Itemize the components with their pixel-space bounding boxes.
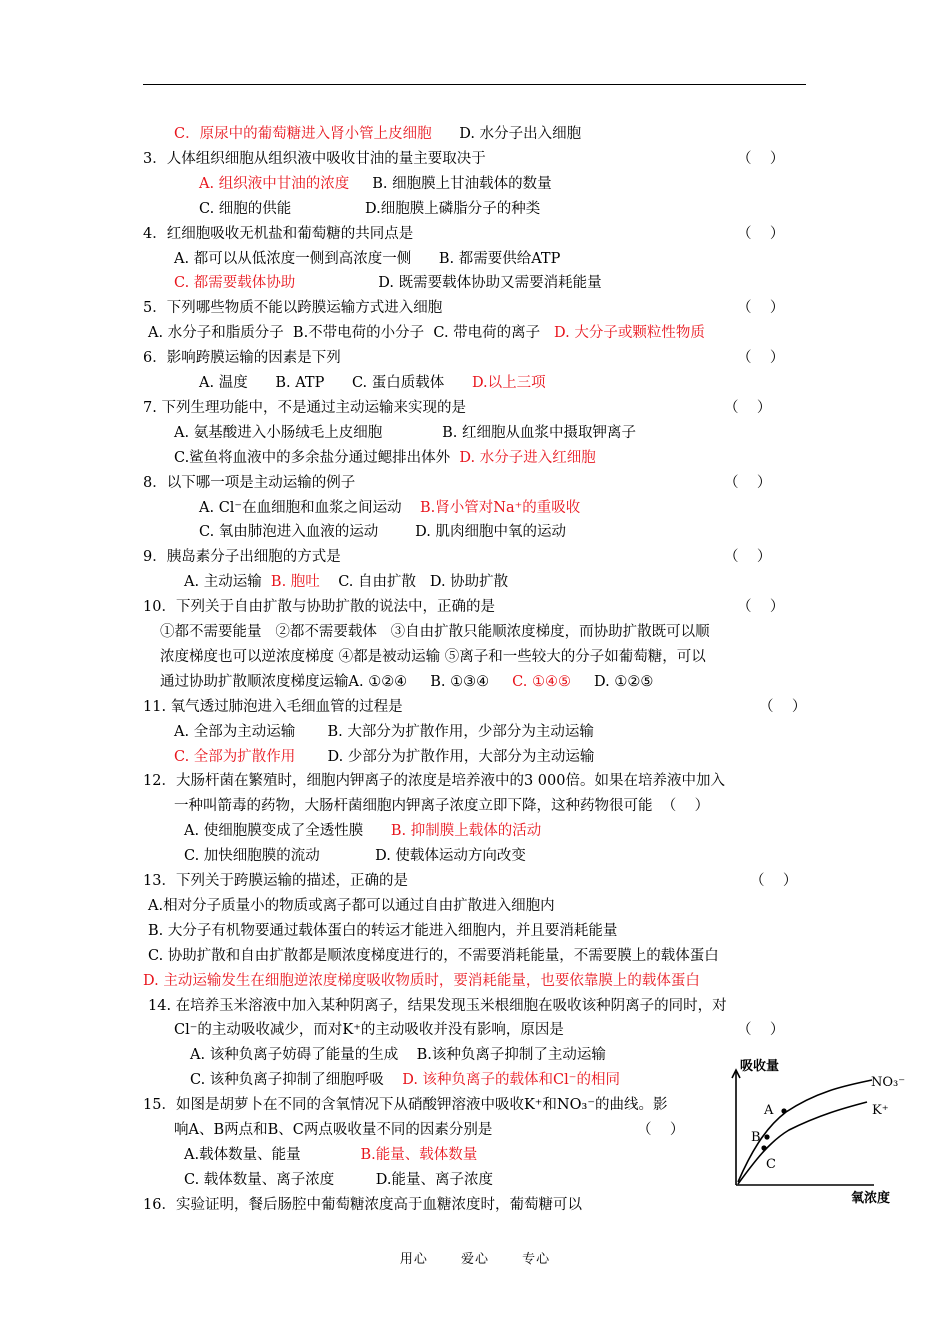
line-text: 4．红细胞吸收无机盐和葡萄糖的共同点是 [143,225,414,242]
line-text: D. 少部分为扩散作用，大部分为主动运输 [295,748,595,765]
line-text: 13．下列关于跨膜运输的描述，正确的是 [143,873,408,889]
line-text: C. 加快细胞膜的流动 D. 使载体运动方向改变 [184,848,526,865]
text-line [143,348,341,368]
text-line [199,522,566,542]
line-text: D. 水分子出入细胞 [431,126,582,142]
answer-blank: （ ） [737,150,785,167]
line-text: D. ①②⑤ [570,673,654,690]
line-text: A. 氨基酸进入小肠绒毛上皮细胞 B. 红细胞从血浆中摄取钾离子 [174,424,636,441]
line-text: C. 该种负离子抑制了细胞呼吸 [190,1072,403,1089]
text-line [143,771,725,791]
graph-curve2-label: K⁺ [872,1103,889,1118]
line-text: 12．大肠杆菌在繁殖时，细胞内钾离子的浓度是培养液中的3 000倍。如果在培养液中加入 [143,773,725,790]
line-text: D. 既需要载体协助又需要消耗能量 [295,275,602,292]
text-line [143,871,408,891]
graph-curve1-label: NO₃⁻ [871,1075,906,1090]
answer-text: D.以上三项 [471,375,546,391]
line-text: C. 细胞的供能 D.细胞膜上磷脂分子的种类 [199,200,541,217]
line-text: B. 细胞膜上甘油载体的数量 [349,175,552,192]
answer-text: C. ①④⑤ [512,673,571,690]
point-c [761,1145,766,1150]
line-text: 3．人体组织细胞从组织液中吸收甘油的量主要取决于 [143,150,486,167]
text-line [160,647,706,667]
text-line [143,547,341,567]
line-text: 6．影响跨膜运输的因素是下列 [143,350,341,367]
line-text: A. 使细胞膜变成了全透性膜 [184,823,391,840]
line-text: ①都不需要能量 ②都不需要载体 ③自由扩散只能顺浓度梯度，而协助扩散既可以顺 [160,624,710,640]
text-line [148,921,617,941]
footer-text-1: 用心 [399,1252,428,1267]
header-rule [143,84,806,85]
text-line [174,273,602,293]
answer-text: B. 抑制膜上载体的活动 [390,823,542,840]
text-line [143,971,700,991]
text-line [184,1145,477,1165]
text-line [143,1095,667,1115]
line-text: 一种叫箭毒的药物，大肠杆菌细胞内钾离子浓度立即下降，这种药物很可能 （ ） [174,798,710,815]
answer-text: D. 大分子或颗粒性物质 [554,325,705,342]
answer-text: D. 水分子进入红细胞 [459,449,596,466]
line-text: 浓度梯度也可以逆浓度梯度 ④都是被动运输 ⑤离子和一些较大的分子如葡萄糖，可以 [160,648,706,665]
text-line [174,722,594,742]
line-text: 5．下列哪些物质不能以跨膜运输方式进入细胞 [143,300,443,317]
line-text: A.载体数量、能量 [184,1146,361,1163]
line-text: A. Cl⁻在血细胞和血浆之间运动 [199,499,421,516]
graph-point-a-label: A [764,1103,774,1118]
text-line [143,697,403,717]
text-line [174,124,581,144]
text-line [148,323,705,343]
text-line [160,622,710,642]
answer-blank: （ ） [724,474,772,491]
text-line [143,597,495,617]
graph-axes [732,1070,874,1185]
answer-blank: （ ） [737,350,785,367]
text-line [199,199,540,219]
text-line [174,249,560,269]
text-line [174,1020,564,1040]
line-text: C. 氧由肺泡进入血液的运动 D. 肌肉细胞中氧的运动 [199,524,566,541]
text-line [199,174,552,194]
answer-text: C．原尿中的葡萄糖进入肾小管上皮细胞 [174,126,432,142]
text-line [184,846,526,866]
line-text: A. 主动运输 [184,574,271,591]
answer-text: B. 胞吐 [270,574,320,591]
text-line [143,473,355,493]
page-footer [0,1248,950,1267]
line-text: C. 自由扩散 D. 协助扩散 [319,574,509,591]
line-text: 响A、B两点和B、C两点吸收量不同的因素分别是 [174,1122,493,1138]
point-b [764,1134,769,1139]
text-line [174,1120,492,1140]
text-line [190,1045,606,1065]
text-line [143,298,442,318]
text-line [143,224,413,244]
text-line [148,896,555,916]
line-text: 9．胰岛素分子出细胞的方式是 [143,549,341,566]
answer-text: B.肾小管对Na⁺的重吸收 [420,499,581,516]
answer-text: C. 都需要载体协助 [174,275,296,292]
line-text: 11. 氧气透过肺泡进入毛细血管的过程是 [143,698,403,715]
answer-text: B.能量、载体数量 [360,1146,478,1163]
text-line [174,796,709,816]
answer-blank: （ ） [637,1122,685,1138]
text-line [174,747,594,767]
line-text: C.鲨鱼将血液中的多余盐分通过鳃排出体外 [174,449,460,466]
text-line [143,398,466,418]
line-text: A. 该种负离子妨碍了能量的生成 B.该种负离子抑制了主动运输 [190,1047,606,1064]
text-line [160,672,653,692]
text-line [174,448,596,468]
text-line [148,996,727,1016]
answer-blank: （ ） [737,300,785,317]
graph-point-b-label: B [751,1130,761,1145]
text-line [143,149,486,169]
answer-blank: （ ） [759,698,807,715]
text-line [174,423,636,443]
answer-text: D. 该种负离子的载体和Cl⁻的相同 [402,1072,620,1089]
answer-blank: （ ） [724,399,772,416]
answer-text: C. 全部为扩散作用 [174,748,296,765]
line-text: C. 载体数量、离子浓度 D.能量、离子浓度 [184,1171,493,1188]
text-line [199,373,546,393]
line-text: 8．以下哪一项是主动运输的例子 [143,474,356,491]
line-text: 15．如图是胡萝卜在不同的含氧情况下从硝酸钾溶液中吸收K⁺和NO₃⁻的曲线。影 [143,1097,668,1114]
line-text: 14. 在培养玉米溶液中加入某种阴离子，结果发现玉米根细胞在吸收该种阴离子的同时，对 [148,997,727,1014]
answer-blank: （ ） [737,1022,785,1039]
line-text: A. 都可以从低浓度一侧到高浓度一侧 B. 都需要供给ATP [174,250,561,267]
line-text: 通过协助扩散顺浓度梯度运输A. ①②④ B. ①③④ [160,673,513,690]
line-text: A. 全部为主动运输 B. 大部分为扩散作用，少部分为主动运输 [174,723,594,740]
answer-blank: （ ） [750,873,798,889]
answer-text: A. 组织液中甘油的浓度 [199,175,350,192]
graph-ylabel: 吸收量 [740,1059,780,1074]
text-line [184,572,508,592]
line-text: C. 协助扩散和自由扩散都是顺浓度梯度进行的，不需要消耗能量，不需要膜上的载体蛋白 [148,947,719,964]
absorption-graph [724,1050,914,1210]
line-text: 16．实验证明，餐后肠腔中葡萄糖浓度高于血糖浓度时，葡萄糖可以 [143,1196,582,1213]
text-line [148,946,719,966]
footer-text-3: 专心 [522,1252,551,1267]
answer-text: D. 主动运输发生在细胞逆浓度梯度吸收物质时，要消耗能量，也要依靠膜上的载体蛋白 [143,972,700,989]
point-a [781,1108,786,1113]
line-text: A.相对分子质量小的物质或离子都可以通过自由扩散进入细胞内 [148,897,555,914]
text-line [184,821,541,841]
line-text: B. 大分子有机物要通过载体蛋白的转运才能进入细胞内，并且要消耗能量 [148,922,618,939]
text-line [190,1070,620,1090]
line-text: A. 水分子和脂质分子 B.不带电荷的小分子 C. 带电荷的离子 [148,325,555,342]
graph-point-c-label: C [766,1157,776,1172]
text-line [184,1170,493,1190]
text-line [199,498,580,518]
line-text: 10．下列关于自由扩散与协助扩散的说法中，正确的是 [143,599,495,616]
line-text: A. 温度 B. ATP C. 蛋白质载体 [199,375,472,391]
answer-blank: （ ） [724,549,772,566]
graph-xlabel: 氧浓度 [851,1191,891,1206]
answer-blank: （ ） [737,599,785,616]
line-text: Cl⁻的主动吸收减少，而对K⁺的主动吸收并没有影响，原因是 [174,1022,564,1039]
footer-text-2: 爱心 [460,1252,489,1267]
answer-blank: （ ） [737,225,785,242]
text-line [143,1195,582,1215]
line-text: 7. 下列生理功能中，不是通过主动运输来实现的是 [143,399,466,416]
